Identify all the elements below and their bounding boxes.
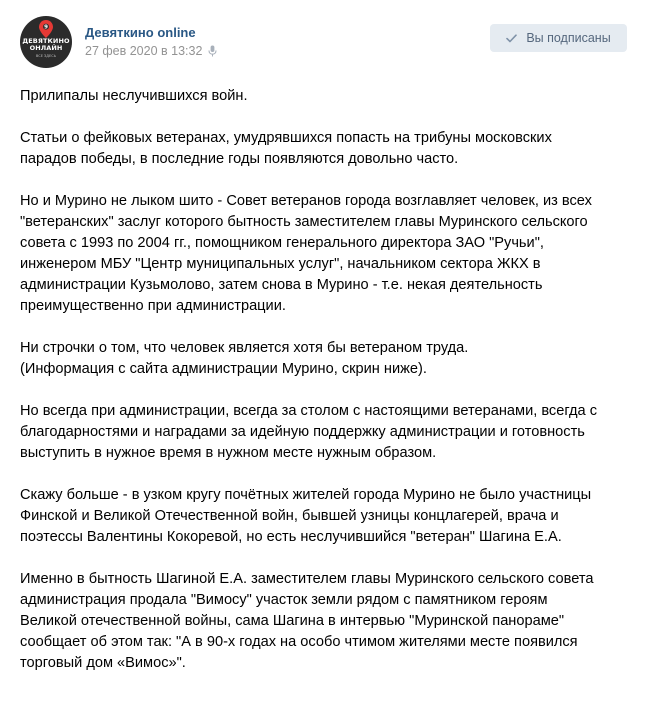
post-header [20,16,632,70]
avatar-logo-text [20,38,72,52]
post-text-line: Великой отечественной войны, сама Шагина в интервью "Муринской панораме" [20,613,565,629]
post-text-line: Статьи о фейковых ветеранах, умудрявшихся попасть на трибуны московских [20,130,552,146]
post-text-line: Но и Мурино не лыком шито - Совет ветеранов города возглавляет человек, из всех [20,193,592,209]
post-paragraph [20,86,632,107]
post-paragraph [20,401,632,464]
subscribed-button[interactable] [490,24,627,52]
svg-text:9: 9 [44,24,48,31]
post-paragraph [20,191,632,317]
post-meta [85,43,217,59]
post-paragraph [20,485,632,548]
post-text-line: торговый дом «Вимос»". [20,655,186,671]
avatar[interactable] [20,16,72,68]
post-text-line: Финской и Великой Отечественной войн, бывшей узницы концлагерей, врача и [20,508,559,524]
post-text-line: сообщает об этом так: "А в 90-х годах на особо чтимом жителями месте появился [20,634,578,650]
post-paragraph [20,128,632,170]
post-text [20,86,632,695]
subscribed-button-label: Вы подписаны [526,31,611,45]
post-date-link[interactable]: 27 фев 2020 в 13:32 [85,44,203,58]
post-text-line: совета с 1993 по 2004 гг., помощником генерального директора ЗАО "Ручьи", [20,235,544,251]
check-icon [506,34,517,43]
post-text-line: Но всегда при администрации, всегда за столом с настоящими ветеранами, всегда с [20,403,597,419]
post-text-line: Скажу больше - в узком кругу почётных жителей города Мурино не было участницы [20,487,592,503]
avatar-logo-line1: ДЕВЯТКИНО [22,37,70,45]
post-text-line: благодарностями и наградами за идейную поддержку администрации и готовность [20,424,585,440]
post-text-line: "ветеранских" заслуг которого бытность заместителем главы Муринского сельского [20,214,588,230]
post-text-line: Ни строчки о том, что человек является хотя бы ветераном труда. [20,340,469,356]
post-text-line: администрация продала "Вимосу" участок земли рядом с памятником героям [20,592,548,608]
map-pin-icon [39,20,53,38]
post-text-line: парадов победы, в последние годы появляются довольно часто. [20,151,459,167]
post-text-line: (Информация с сайта администрации Мурино, скрин ниже). [20,361,427,377]
post-paragraph [20,338,632,380]
post-paragraph [20,569,632,674]
post-text-line: выступить в нужное время в нужном месте нужным образом. [20,445,437,461]
post-text-line: Прилипалы неслучившихся войн. [20,88,248,104]
avatar-logo-subtitle: ВСЕ ЗДЕСЬ [35,54,57,58]
post-text-line: поэтессы Валентины Кокоревой, но есть неслучившийся "ветеран" Шагина Е.А. [20,529,562,545]
post-text-line: администрации Кузьмолово, затем снова в Мурино - т.е. некая деятельность [20,277,543,293]
post-text-line: инженером МБУ "Центр муниципальных услуг", начальником сектора ЖКХ в [20,256,541,272]
microphone-icon [208,45,217,57]
author-name-link[interactable]: Девяткино online [85,25,196,40]
post-text-line: преимущественно при администрации. [20,298,286,314]
post-text-line: Именно в бытность Шагиной Е.А. заместителем главы Муринского сельского совета [20,571,594,587]
avatar-logo-line2: ОНЛАЙН [29,44,63,52]
